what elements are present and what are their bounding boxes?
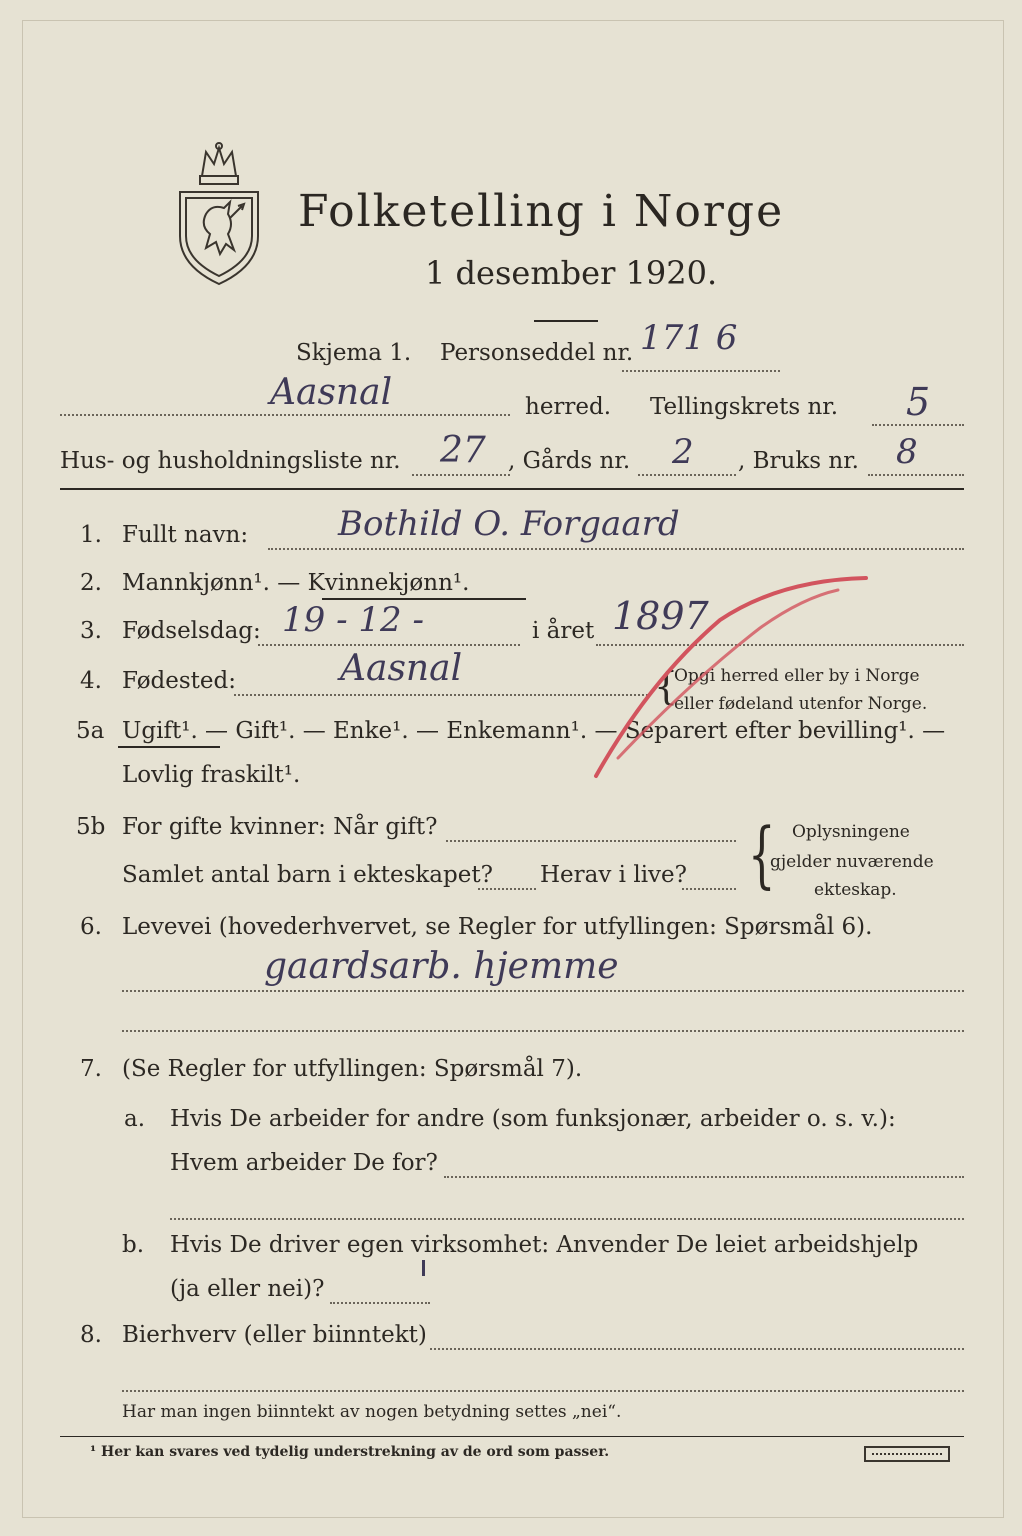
red-pencil-mark [590,570,880,790]
q7b-line2: (ja eller nei)? [170,1276,325,1302]
form-title: Folketelling i Norge [298,186,785,237]
q3-number: 3. [80,618,102,644]
q5b-note-line2: gjelder nuværende [770,852,934,872]
birthday-value[interactable]: 19 - 12 - [282,600,424,640]
herred-value[interactable]: Aasnal [270,372,393,413]
census-date: 1 desember 1920. [425,254,718,292]
q5b-number: 5b [76,814,106,840]
q7-number: 7. [80,1056,102,1082]
herred-label: herred. [525,394,612,420]
personseddel-value[interactable]: 171 6 [640,318,738,358]
q7-label: (Se Regler for utfyllingen: Spørsmål 7). [122,1056,583,1082]
coat-of-arms-icon [172,140,266,288]
personseddel-label: Personseddel nr. [440,340,634,366]
gards-label: , Gårds nr. [508,448,631,474]
q5b-line2a: Samlet antal barn i ekteskapet? [122,862,493,888]
full-name-value[interactable]: Bothild O. Forgaard [338,504,680,544]
gender-options: Mannkjønn¹. — Kvinnekjønn¹. [122,570,470,596]
header-rule [60,488,964,490]
q6-number: 6. [80,914,102,940]
tellingskrets-label: Tellingskrets nr. [650,394,839,420]
tellingskrets-value[interactable]: 5 [906,380,931,424]
q3-label: Fødselsdag: [122,618,261,644]
q4-number: 4. [80,668,102,694]
q5b-note-line3: ekteskap. [814,880,897,900]
year-label: i året [532,618,595,644]
ink-tick [422,1260,425,1276]
q6-label: Levevei (hovederhvervet, se Regler for utfyllingen: Spørsmål 6). [122,914,873,940]
birthplace-value[interactable]: Aasnal [340,648,463,689]
biinntekt-note: Har man ingen biinntekt av nogen betydning settes „nei“. [122,1402,622,1422]
birth-year-value[interactable]: 1897 [612,594,709,638]
hus-label: Hus- og husholdningsliste nr. [60,448,401,474]
q7b-line1: Hvis De driver egen virksomhet: Anvender De leiet arbeidshjelp [170,1232,919,1258]
q8-label: Bierhverv (eller biinntekt) [122,1322,427,1348]
brace: { [654,664,679,708]
q7a-line2: Hvem arbeider De for? [170,1150,438,1176]
q5b-line2b: Herav i live? [540,862,687,888]
q2-number: 2. [80,570,102,596]
q7b-number: b. [122,1232,145,1258]
q4-note-line2: eller fødeland utenfor Norge. [674,694,928,714]
printer-stamp [864,1446,950,1462]
hus-value[interactable]: 27 [440,430,486,471]
q5b-line1: For gifte kvinner: Når gift? [122,814,438,840]
occupation-value[interactable]: gaardsarb. hjemme [264,946,619,987]
q7a-line1: Hvis De arbeider for andre (som funksjonær, arbeider o. s. v.): [170,1106,896,1132]
q5a-number: 5a [76,718,105,744]
q8-number: 8. [80,1322,102,1348]
ugift-underline [118,746,220,748]
q1-label: Fullt navn: [122,522,249,548]
gards-value[interactable]: 2 [672,432,694,472]
marital-status-line2: Lovlig fraskilt¹. [122,762,301,788]
footer-rule [60,1436,964,1437]
q4-label: Fødested: [122,668,237,694]
bruks-label: , Bruks nr. [738,448,859,474]
q7a-number: a. [124,1106,146,1132]
bruks-value[interactable]: 8 [896,432,918,472]
schema-label: Skjema 1. [296,340,412,366]
marital-status-options: Ugift¹. — Gift¹. — Enke¹. — Enkemann¹. — Separert efter bevilling¹. — [122,718,946,744]
q4-note-line1: Opgi herred eller by i Norge [674,666,920,686]
footnote: ¹ Her kan svares ved tydelig understrekning av de ord som passer. [90,1444,610,1460]
brace-5b: { [748,812,776,896]
q1-number: 1. [80,522,102,548]
q5b-note-line1: Oplysningene [792,822,910,842]
title-divider [534,320,598,322]
